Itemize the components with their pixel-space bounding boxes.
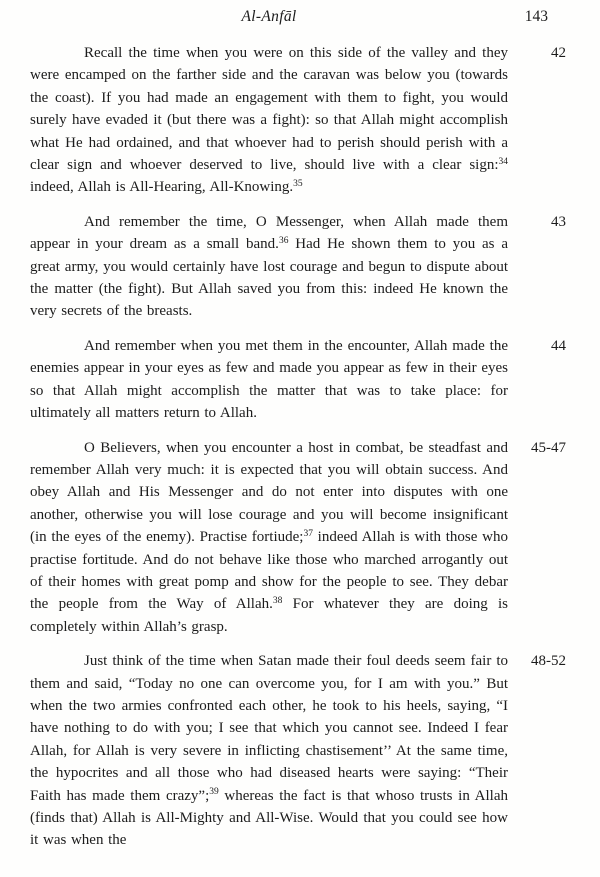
paragraph [30, 335, 566, 425]
chapter-title: Al-Anfāl [241, 8, 297, 25]
verse-number: 43 [551, 213, 566, 230]
paragraph [30, 211, 566, 323]
footnote-marker: 36 [278, 236, 289, 247]
paragraph-text: Just think of the time when Satan made their foul deeds seem fair to them and said, “Today no one can overcome you, for I am with you.” But when the two armies confronted each other, he took to his heels, saying, “I have nothing to do with you; I see that which you cannot see. Indeed I fear Allah, for Allah is very severe in inflicting chastisement’’ At the same time, the hypocrites and all those who had diseased hearts were saying: “Their Faith has made them crazy”;$^{39}$ whereas the fact is that whoso trusts in Allah (finds that) Allah is All-Mighty and All-Wise. Would that you could see how it was when the [30, 653, 508, 849]
page-content [0, 42, 600, 852]
verse-number: 48-52 [531, 653, 566, 670]
footnote-marker: 38 [272, 596, 283, 607]
verse-number: 42 [551, 45, 566, 61]
page-header [0, 0, 600, 32]
page-number: 143 [524, 8, 548, 25]
paragraph-text: Recall the time when you were on this side of the valley and they were encamped on the farther side and the caravan was below you (towards the coast). If you had made an engagement with them to fight, you would surely have evaded it (but there was a fight): so that Allah might accomplish what He had ordained, and that whoever had to perish should perish with a clear sign and whoever deserved to live, should live with a clear sign:$^{34}$ indeed, Allah is All-Hearing, All-Knowing.$^{35}$ [30, 45, 508, 196]
paragraph [30, 42, 566, 199]
paragraph-text: O Believers, when you encounter a host in combat, be steadfast and remember Allah very much: it is expected that you will obtain success. And obey Allah and His Messenger and do not enter into disputes with one another, otherwise you will lose courage and you will become insignificant (in the eyes of the enemy). Practise fortiude;$^{37}$ indeed Allah is with those who practise fortitude. And do not behave like those who marched arrogantly out of their homes with great pomp and show for the people to see. They debar the people from the Way of Allah.$^{38}$ For whatever they are doing is completely within Allah’s grasp. [30, 439, 509, 635]
verse-number: 44 [551, 337, 566, 354]
verse-number: 45-47 [531, 439, 566, 456]
footnote-marker: 39 [209, 787, 219, 798]
paragraph [30, 437, 566, 639]
footnote-marker: 34 [498, 156, 508, 167]
paragraph [30, 650, 566, 852]
footnote-marker: 35 [293, 179, 303, 190]
paragraph-text: And remember when you met them in the encounter, Allah made the enemies appear in your eyes as few and made you appear as few in their eyes so that Allah might accomplish the matter that was to take place: for ultimately all matters return to Allah. [30, 337, 508, 422]
footnote-marker: 37 [303, 528, 313, 539]
paragraph-text: And remember the time, O Messenger, when Allah made them appear in your dream as a small band.$^{36}$ Had He shown them to you as a great army, you would certainly have lost courage and begun to dispute about the matter (the fight). But Allah saved you from this: indeed He known the very secrets of the breasts. [30, 213, 508, 320]
